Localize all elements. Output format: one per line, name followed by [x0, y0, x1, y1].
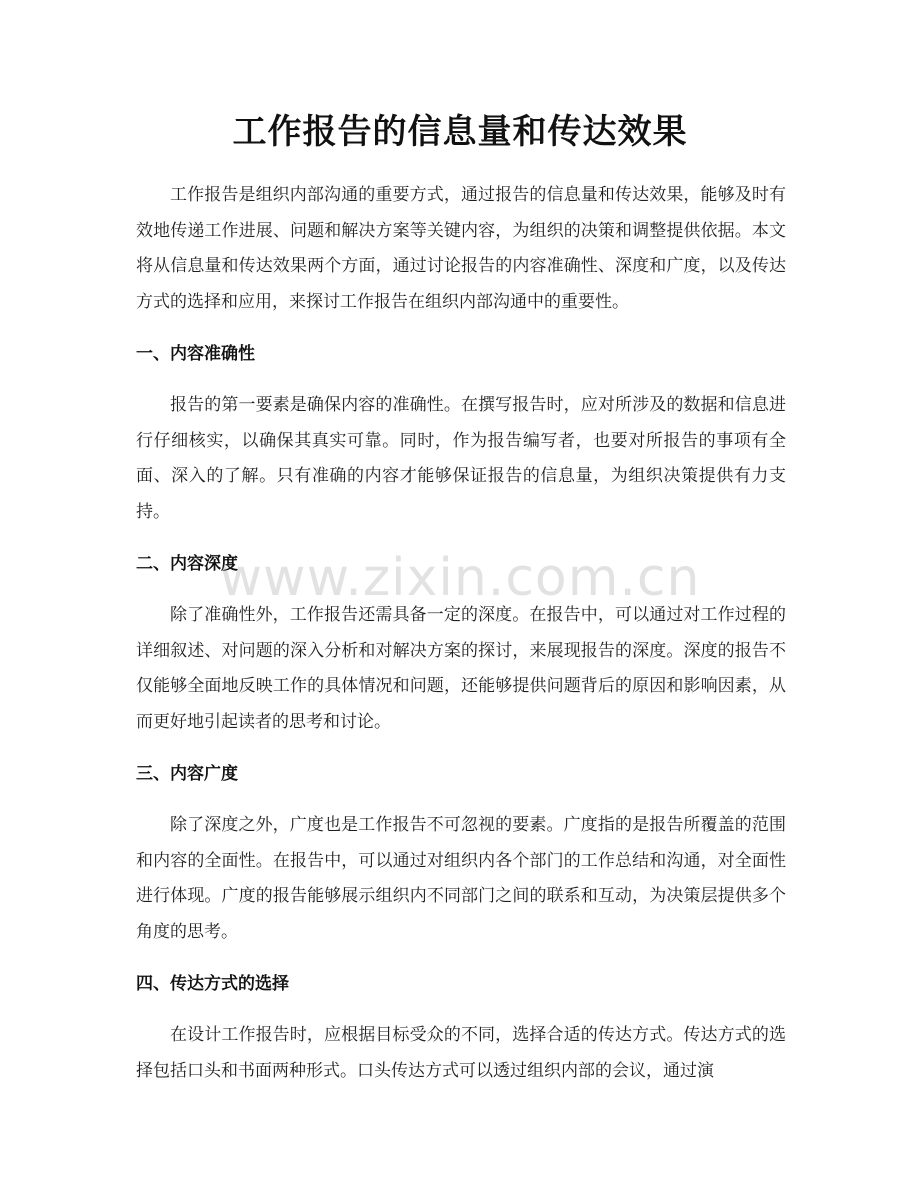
section-body-accuracy: 报告的第一要素是确保内容的准确性。在撰写报告时，应对所涉及的数据和信息进行仔细核实，以确保其真实可靠。同时，作为报告编写者，也要对所报告的事项有全面、深入的了解。只有准确的内容才能够保证报告的信息量，为组织决策提供有力支持。 — [136, 395, 786, 522]
section-heading-accuracy: 一、内容准确性 — [136, 344, 255, 364]
section-body-breadth: 除了深度之外，广度也是工作报告不可忽视的要素。广度指的是报告所覆盖的范围和内容的全面性。在报告中，可以通过对组织内各个部门的工作总结和沟通，对全面性进行体现。广度的报告能够展示组织内不同部门之间的联系和互动，为决策层提供多个角度的思考。 — [136, 815, 786, 942]
section-body-depth: 除了准确性外，工作报告还需具备一定的深度。在报告中，可以通过对工作过程的详细叙述、对问题的深入分析和对解决方案的探讨，来展现报告的深度。深度的报告不仅能够全面地反映工作的具体情况和问题，还能够提供问题背后的原因和影响因素，从而更好地引起读者的思考和讨论。 — [136, 605, 786, 732]
intro-paragraph: 工作报告是组织内部沟通的重要方式，通过报告的信息量和传达效果，能够及时有效地传递工作进展、问题和解决方案等关键内容，为组织的决策和调整提供依据。本文将从信息量和传达效果两个方面，通过讨论报告的内容准确性、深度和广度，以及传达方式的选择和应用，来探讨工作报告在组织内部沟通中的重要性。 — [136, 185, 786, 312]
section-heading-delivery: 四、传达方式的选择 — [136, 974, 289, 994]
section-heading-breadth: 三、内容广度 — [136, 764, 238, 784]
section-body-delivery: 在设计工作报告时，应根据目标受众的不同，选择合适的传达方式。传达方式的选择包括口头和书面两种形式。口头传达方式可以透过组织内部的会议，通过演 — [136, 1025, 786, 1081]
document-body — [136, 178, 786, 1089]
watermark-text: www.zixin.com.cn — [219, 548, 701, 608]
document-title: 工作报告的信息量和传达效果 — [232, 112, 688, 152]
section-heading-depth: 二、内容深度 — [136, 554, 238, 574]
